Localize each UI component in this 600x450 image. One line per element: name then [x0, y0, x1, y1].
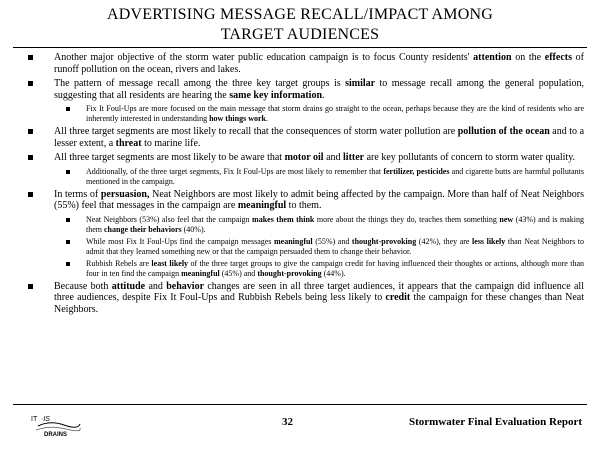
emphasis-text: makes them think [252, 214, 315, 224]
square-bullet-icon [28, 55, 33, 60]
text-run: Because both [54, 280, 112, 292]
emphasis-text: thought-provoking [351, 236, 417, 246]
text-run: are key pollutants of concern to storm water quality. [364, 152, 576, 163]
square-sub-bullet-icon [66, 107, 70, 111]
text-run: and [323, 152, 344, 163]
emphasis-text: attitude [111, 280, 146, 292]
sub-bullet-item [66, 167, 584, 187]
emphasis-text: effects [544, 52, 572, 63]
text-run: on the [511, 52, 545, 63]
text-run: Neat Neighbors are most likely to admit being affected by the campaign. More than half of Neat Neighbors (55%) feel that messages in the campaign are [54, 188, 584, 211]
text-run: Neat Neighbors (53%) also feel that the campaign [86, 214, 253, 224]
svg-text:IT: IT [31, 416, 38, 423]
sub-bullet-item [66, 104, 584, 124]
emphasis-text: how things work [209, 114, 266, 123]
square-sub-bullet-icon [66, 262, 70, 266]
sub-bullet-item [66, 237, 584, 257]
text-run: changes are seen in all three target audiences, it appears that the campaign did influence all three audiences, despite Fix It Foul-Ups and Rubbish Rebels being less likely to [54, 280, 584, 303]
emphasis-text: pollution of the ocean [457, 126, 550, 137]
svg-text:DRAINS: DRAINS [44, 432, 68, 438]
text-run: and [145, 280, 167, 292]
text-run: to marine life. [141, 137, 201, 149]
sub-bullet-list [28, 215, 584, 279]
text-run: Fix It Foul-Ups are more focused on the main message that storm drains go straight to the ocean, perhaps because they are the kind of residents who are inherently interested in understanding [86, 104, 584, 123]
text-run: Additionally, of the three target segments, Fix It Foul-Ups are most likely to remember that [86, 166, 384, 176]
emphasis-text: new [499, 214, 514, 224]
text-run: While most Fix It Foul-Ups find the campaign messages [86, 236, 274, 246]
page-title [40, 5, 560, 45]
bullet-item [28, 152, 584, 164]
emphasis-text: meaningful [237, 200, 287, 211]
report-title: Stormwater Final Evaluation Report [408, 416, 582, 428]
text-run: more about the things they do, teaches them something [314, 214, 500, 224]
text-run: (44%). [321, 268, 346, 278]
square-bullet-icon [28, 155, 33, 160]
organization-logo-icon [30, 412, 82, 438]
emphasis-text: thought-provoking [257, 268, 322, 278]
emphasis-text: threat [115, 137, 142, 149]
bullet-item [28, 78, 584, 101]
square-sub-bullet-icon [66, 218, 70, 222]
text-run: to them. [286, 200, 322, 211]
square-bullet-icon [28, 81, 33, 86]
text-run: In terms of [54, 188, 101, 200]
emphasis-text: less likely [472, 236, 506, 246]
text-run: (55%) and [312, 236, 352, 246]
square-bullet-icon [28, 284, 33, 289]
svg-text:·IS: ·IS [41, 416, 50, 423]
text-run: to message recall among the general population, suggesting that all residents are hearing the [54, 78, 584, 101]
emphasis-text: change their behaviors [104, 224, 182, 234]
bottom-divider [13, 404, 587, 405]
bullet-list [28, 52, 584, 318]
text-run: The pattern of message recall among the three key target groups is [54, 78, 346, 89]
text-run: All three target segments are most likely to be aware that [54, 152, 285, 163]
square-sub-bullet-icon [66, 170, 70, 174]
square-sub-bullet-icon [66, 240, 70, 244]
emphasis-text: credit [385, 292, 411, 303]
text-run: than Neat Neighbors to admit that they learned something new or that the campaign persuaded them to change their behavior. [86, 236, 584, 256]
bullet-item [28, 52, 584, 75]
text-run: and to a lesser extent, a [54, 126, 585, 149]
page-footer [0, 412, 600, 442]
emphasis-text: similar [345, 78, 376, 89]
text-run: and cigarette butts are harmful pollutants mentioned in the campaign. [86, 166, 585, 186]
text-run: of the three target groups to give the campaign credit for having influenced their thoughts or actions, although more than four in ten find the campaign [86, 258, 585, 278]
bullet-item [28, 126, 584, 149]
emphasis-text: attention [473, 52, 512, 63]
text-run: (43%) and is making them [86, 214, 585, 234]
text-run: the campaign for these changes than Neat Neighbors. [54, 292, 584, 315]
square-bullet-icon [28, 192, 33, 197]
emphasis-text: least likely [151, 258, 189, 268]
emphasis-text: behavior [166, 280, 205, 292]
text-run: (40%). [181, 224, 206, 234]
emphasis-text: meaningful [273, 236, 313, 246]
text-run: of runoff pollution on the ocean, rivers and lakes. [54, 52, 584, 75]
title-line-2: TARGET AUDIENCES [220, 26, 380, 43]
title-line-1: ADVERTISING MESSAGE RECALL/IMPACT AMONG [107, 6, 493, 23]
square-bullet-icon [28, 129, 33, 134]
text-run: Another major objective of the storm water public education campaign is to focus County residents' [54, 52, 474, 63]
bullet-item [28, 281, 584, 316]
bullet-item [28, 189, 584, 212]
emphasis-text: fertilizer, pesticides [383, 166, 450, 176]
sub-bullet-list [28, 167, 584, 187]
emphasis-text: motor oil [284, 152, 324, 163]
sub-bullet-item [66, 215, 584, 235]
text-run: (45%) and [219, 268, 258, 278]
emphasis-text: same key information [229, 89, 323, 101]
sub-bullet-list [28, 104, 584, 124]
text-run: (42%), they are [416, 236, 473, 246]
emphasis-text: meaningful [181, 268, 220, 278]
emphasis-text: persuasion, [100, 188, 150, 200]
page-number: 32 [282, 416, 293, 428]
emphasis-text: litter [343, 152, 365, 163]
text-run: . [265, 114, 268, 123]
top-divider [13, 47, 587, 48]
text-run: All three target segments are most likely to recall that the consequences of storm water pollution are [54, 126, 458, 137]
text-run: . [322, 89, 325, 101]
text-run: Rubbish Rebels are [86, 258, 152, 268]
sub-bullet-item [66, 259, 584, 279]
